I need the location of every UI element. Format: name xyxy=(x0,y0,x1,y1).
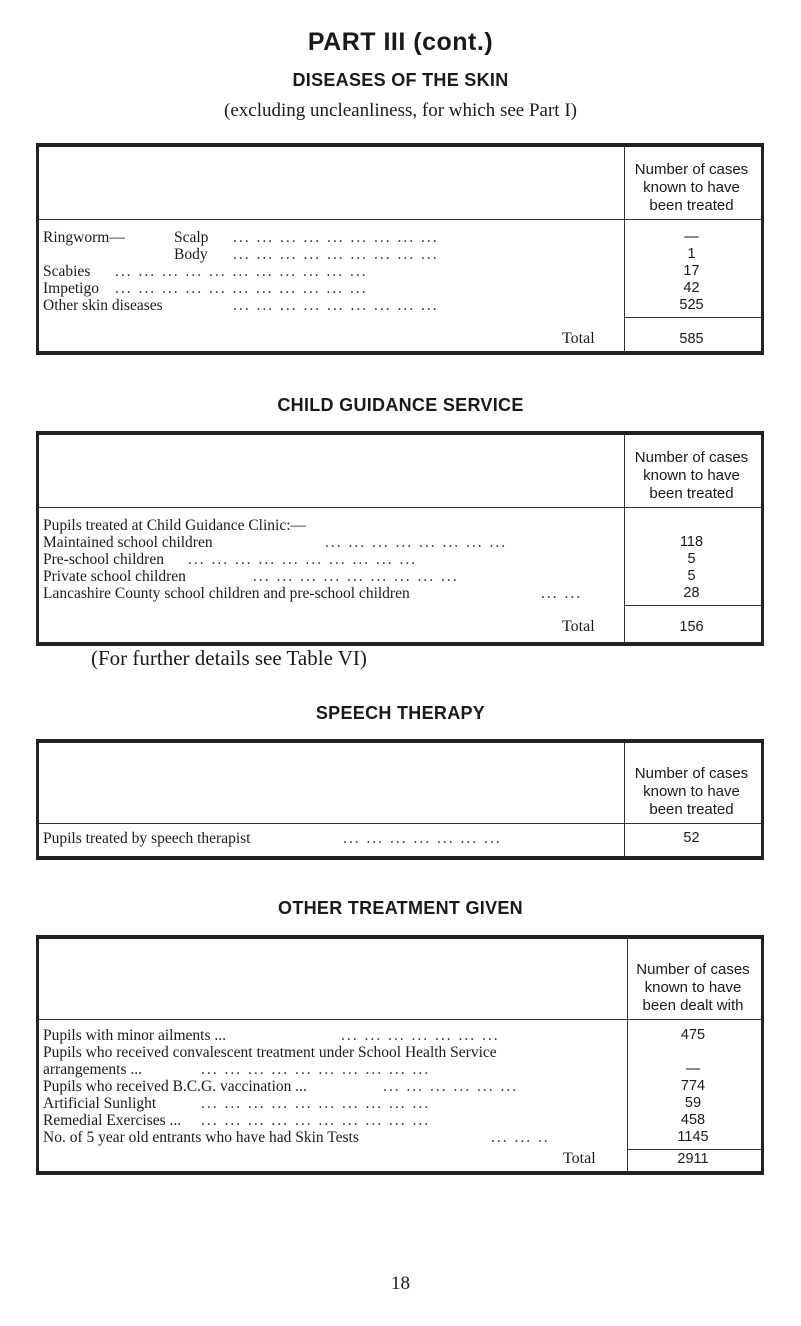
table-row: Body ... ... ... ... ... ... ... ... ... xyxy=(174,246,439,263)
speech-table xyxy=(36,739,764,860)
total-value: 2911 xyxy=(677,1151,709,1167)
page-title: PART III (cont.) xyxy=(307,28,494,56)
child-guidance-heading: CHILD GUIDANCE SERVICE xyxy=(277,395,524,415)
page-number: 18 xyxy=(391,1273,410,1294)
table-cell: 525 xyxy=(679,297,704,313)
table-cell: 17 xyxy=(683,263,700,279)
other-table xyxy=(36,935,764,1175)
table-row: Maintained school children ... ... ... ... ... ... ... ... xyxy=(43,534,508,551)
total-value: 156 xyxy=(679,619,704,635)
table-row: Pre-school children ... ... ... ... ... ... ... ... ... ... xyxy=(43,551,418,568)
skin-heading: DISEASES OF THE SKIN xyxy=(292,70,509,90)
table-row: Ringworm— Scalp ... ... ... ... ... ... ... ... ... xyxy=(43,229,439,246)
table-row: arrangements ... ... ... ... ... ... ... ... ... ... ... xyxy=(43,1061,431,1078)
child-guidance-table xyxy=(36,431,764,646)
table-row: Impetigo ... ... ... ... ... ... ... ... ... ... ... xyxy=(43,280,368,297)
child-guidance-column-header: Number of cases known to have been treated xyxy=(634,449,749,502)
skin-column-header: Number of cases known to have been treated xyxy=(634,161,749,214)
table-cell: 458 xyxy=(680,1112,706,1128)
table-cell: 1145 xyxy=(677,1129,709,1145)
total-label: Total xyxy=(563,1150,596,1167)
table-row: No. of 5 year old entrants who have had Skin Tests ... ... .. xyxy=(43,1129,550,1146)
table-cell: 28 xyxy=(683,585,700,601)
table-row: Pupils with minor ailments ... ... ... ... ... ... ... ... xyxy=(43,1027,500,1044)
table-cell: 5 xyxy=(687,568,696,584)
table-cell: 1 xyxy=(687,246,696,262)
total-label: Total xyxy=(562,618,595,635)
other-column-header: Number of cases known to have been dealt with xyxy=(636,961,750,1014)
table-row: Other skin diseases ... ... ... ... ... ... ... ... ... xyxy=(43,297,439,314)
table-cell: 52 xyxy=(683,830,700,846)
child-guidance-note: (For further details see Table VI) xyxy=(91,646,367,670)
table-cell: 475 xyxy=(680,1027,706,1043)
table-row: Scabies ... ... ... ... ... ... ... ... ... ... ... xyxy=(43,263,368,280)
table-cell: 42 xyxy=(683,280,700,296)
table-row: Pupils treated at Child Guidance Clinic:— xyxy=(43,517,307,534)
table-row: Private school children ... ... ... ... ... ... ... ... ... xyxy=(43,568,459,585)
total-value: 585 xyxy=(679,331,704,347)
table-row: Artificial Sunlight ... ... ... ... ... ... ... ... ... ... xyxy=(43,1095,431,1112)
table-cell: 774 xyxy=(680,1078,706,1094)
skin-subheading: (excluding uncleanliness, for which see Part I) xyxy=(224,100,577,121)
other-heading: OTHER TREATMENT GIVEN xyxy=(278,898,523,918)
total-label: Total xyxy=(562,330,595,347)
table-row: Lancashire County school children and pre-school children ... ... xyxy=(43,585,583,602)
table-row: Pupils who received B.C.G. vaccination ... ... ... ... ... ... ... xyxy=(43,1078,519,1095)
table-cell: 5 xyxy=(687,551,696,567)
table-cell: 59 xyxy=(684,1095,702,1111)
table-cell: — xyxy=(685,1061,701,1077)
speech-heading: SPEECH THERAPY xyxy=(315,703,486,723)
table-row: Pupils who received convalescent treatment under School Health Service xyxy=(43,1044,497,1061)
skin-table xyxy=(36,143,764,355)
table-row: Remedial Exercises ... ... ... ... ... ... ... ... ... ... ... xyxy=(43,1112,431,1129)
table-cell: 118 xyxy=(679,534,704,550)
table-row: Pupils treated by speech therapist ... ... ... ... ... ... ... xyxy=(43,830,502,847)
speech-column-header: Number of cases known to have been treated xyxy=(634,765,749,818)
table-cell: — xyxy=(684,229,699,245)
